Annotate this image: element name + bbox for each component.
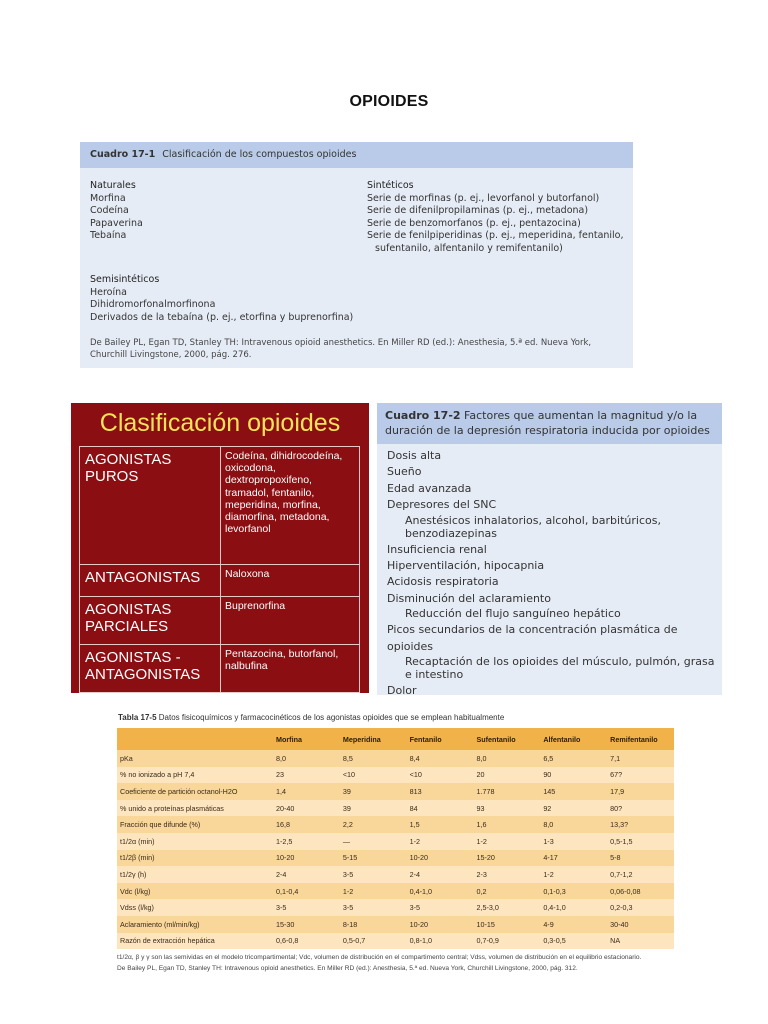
- cuadro-17-1-title: Clasificación de los compuestos opioides: [162, 149, 357, 160]
- list-item: Serie de difenilpropilaminas (p. ej., metadona): [367, 205, 589, 217]
- group-name: AGONISTAS - ANTAGONISTAS: [80, 645, 221, 693]
- cuadro-17-2: [377, 403, 722, 695]
- value-cell: 0,06-0,08: [607, 883, 674, 900]
- table-row: [117, 916, 674, 933]
- list-item: Serie de morfinas (p. ej., levorfanol y butorfanol): [367, 192, 600, 204]
- value-cell: 0,2-0,3: [607, 899, 674, 916]
- table-row: [117, 850, 674, 867]
- value-cell: 1,5: [407, 816, 474, 833]
- value-cell: 2,2: [340, 816, 407, 833]
- list-item: Morfina: [90, 192, 126, 204]
- page-title: OPIOIDES: [349, 93, 429, 110]
- tabla-17-5: [117, 728, 674, 949]
- value-cell: 8,0: [540, 816, 607, 833]
- tabla-17-5-caption: [118, 713, 678, 722]
- value-cell: 15-30: [273, 916, 340, 933]
- cuadro-17-1-reference: De Bailey PL, Egan TD, Stanley TH: Intravenous opioid anesthetics. En Miller RD (ed.): Anesthesia, 5.ª ed. Nueva York, Churchill Livingstone, 2000, pág. 276.: [90, 338, 592, 360]
- parameter-cell: Aclaramiento (ml/min/kg): [117, 916, 273, 933]
- value-cell: 813: [407, 783, 474, 800]
- value-cell: 3-5: [273, 899, 340, 916]
- list-item: Disminución del aclaramiento: [387, 591, 551, 605]
- value-cell: 0,7-1,2: [607, 866, 674, 883]
- group-name: AGONISTAS PUROS: [80, 447, 221, 565]
- parameter-cell: t1/2α (min): [117, 833, 273, 850]
- parameter-cell: t1/2γ (h): [117, 866, 273, 883]
- value-cell: 4-17: [540, 850, 607, 867]
- value-cell: 5-15: [340, 850, 407, 867]
- list-item: sufentanilo, alfentanilo y remifentanilo): [375, 242, 563, 254]
- list-item: Derivados de la tebaína (p. ej., etorfina y buprenorfina): [90, 311, 354, 323]
- value-cell: 145: [540, 783, 607, 800]
- list-item: Dolor: [387, 684, 417, 695]
- value-cell: 8,0: [273, 750, 340, 767]
- value-cell: 0,8-1,0: [407, 933, 474, 950]
- group-name: AGONISTAS PARCIALES: [80, 597, 221, 645]
- value-cell: 2,5-3,0: [473, 899, 540, 916]
- list-item: Serie de benzomorfanos (p. ej., pentazocina): [367, 217, 581, 229]
- value-cell: 0,1-0,3: [540, 883, 607, 900]
- parameter-cell: Vdss (l/kg): [117, 899, 273, 916]
- table-header-row: [117, 728, 674, 750]
- value-cell: 8,5: [340, 750, 407, 767]
- value-cell: 0,7-0,9: [473, 933, 540, 950]
- list-item: Codeína: [90, 205, 129, 217]
- list-item: Hiperventilación, hipocapnia: [387, 559, 545, 573]
- value-cell: 17,9: [607, 783, 674, 800]
- list-item: Acidosis respiratoria: [387, 575, 499, 589]
- naturales-group: [90, 180, 143, 243]
- column-header: Remifentanilo: [607, 728, 674, 750]
- list-item: Insuficiencia renal: [387, 542, 487, 556]
- value-cell: 90: [540, 767, 607, 784]
- value-cell: 1,6: [473, 816, 540, 833]
- clasificacion-title: Clasificación opioides: [99, 409, 341, 437]
- value-cell: 3-5: [340, 899, 407, 916]
- cuadro-17-2-label: Cuadro 17-2: [385, 409, 461, 422]
- value-cell: 1-2: [473, 833, 540, 850]
- list-item: Reducción del flujo sanguíneo hepático: [405, 607, 621, 621]
- value-cell: 6,5: [540, 750, 607, 767]
- column-header: Sufentanilo: [473, 728, 540, 750]
- value-cell: 84: [407, 800, 474, 817]
- value-cell: 1-2,5: [273, 833, 340, 850]
- table-row: [117, 816, 674, 833]
- value-cell: —: [340, 833, 407, 850]
- parameter-cell: pKa: [117, 750, 273, 767]
- value-cell: 10-15: [473, 916, 540, 933]
- cuadro-17-1-label: Cuadro 17-1: [90, 149, 156, 160]
- list-item: Heroína: [90, 286, 127, 298]
- value-cell: 1,4: [273, 783, 340, 800]
- group-drugs: Buprenorfina: [221, 597, 360, 645]
- value-cell: 10-20: [407, 916, 474, 933]
- factors-list: [377, 444, 722, 695]
- value-cell: 8,0: [473, 750, 540, 767]
- list-item: Depresores del SNC: [387, 498, 497, 512]
- list-item: Sueño: [387, 465, 422, 479]
- list-item: Tebaína: [90, 230, 127, 242]
- column-header: Fentanilo: [407, 728, 474, 750]
- value-cell: 8,4: [407, 750, 474, 767]
- value-cell: 10-20: [273, 850, 340, 867]
- value-cell: 92: [540, 800, 607, 817]
- value-cell: 0,1-0,4: [273, 883, 340, 900]
- value-cell: 2-4: [273, 866, 340, 883]
- list-item: Dihidromorfonalmorfinona: [90, 299, 216, 311]
- column-header: Alfentanilo: [540, 728, 607, 750]
- parameter-cell: Vdc (l/kg): [117, 883, 273, 900]
- value-cell: 0,6-0,8: [273, 933, 340, 950]
- table-row: [117, 899, 674, 916]
- value-cell: 80?: [607, 800, 674, 817]
- tabla-17-5-footnote: t1/2α, β y γ son las semividas en el modelo tricompartimental; Vdc, volumen de distribución en el compartimento central; Vdss, volumen de distribución en el equilibrio estacionario.: [117, 954, 642, 961]
- list-item: Edad avanzada: [387, 481, 472, 495]
- clasificacion-panel: [71, 403, 369, 693]
- value-cell: 0,5-0,7: [340, 933, 407, 950]
- group-name: ANTAGONISTAS: [80, 565, 221, 597]
- table-row: [117, 750, 674, 767]
- value-cell: 8-18: [340, 916, 407, 933]
- value-cell: 4-9: [540, 916, 607, 933]
- value-cell: 0,2: [473, 883, 540, 900]
- value-cell: 93: [473, 800, 540, 817]
- sinteticos-group: [367, 180, 624, 256]
- value-cell: 0,4-1,0: [540, 899, 607, 916]
- group-drugs: Pentazocina, butorfanol, nalbufina: [221, 645, 360, 693]
- parameter-cell: t1/2β (min): [117, 850, 273, 867]
- value-cell: 5-8: [607, 850, 674, 867]
- value-cell: 0,3-0,5: [540, 933, 607, 950]
- cuadro-17-2-header: [377, 403, 722, 444]
- sinteticos-heading: Sintéticos: [367, 180, 414, 191]
- semisinteticos-group: [90, 274, 353, 324]
- value-cell: 10-20: [407, 850, 474, 867]
- value-cell: 30-40: [607, 916, 674, 933]
- column-header: Morfina: [273, 728, 340, 750]
- value-cell: <10: [407, 767, 474, 784]
- value-cell: 2-4: [407, 866, 474, 883]
- value-cell: <10: [340, 767, 407, 784]
- table-row: [117, 800, 674, 817]
- tabla-17-5-title: Datos fisicoquímicos y farmacocinéticos de los agonistas opioides que se emplean habitualmente: [158, 713, 505, 722]
- value-cell: NA: [607, 933, 674, 950]
- list-item: Picos secundarios de la concentración plasmática de opioides: [387, 623, 678, 653]
- table-row: [80, 597, 360, 645]
- value-cell: 3-5: [407, 899, 474, 916]
- table-row: [117, 783, 674, 800]
- cuadro-17-2-title: Factores que aumentan la magnitud y/o la duración de la depresión respiratoria inducida por opioides: [385, 409, 710, 437]
- tabla-17-5-reference: De Bailey PL, Egan TD, Stanley TH: Intravenous opioid anesthetics. En Miller RD (ed.): Anesthesia, 5.ª ed. Nueva York, Churchill Livingstone, 2000, pág. 312.: [117, 964, 578, 972]
- list-item: Papaverina: [90, 217, 143, 229]
- value-cell: 39: [340, 783, 407, 800]
- value-cell: 23: [273, 767, 340, 784]
- value-cell: 13,3?: [607, 816, 674, 833]
- table-row: [117, 767, 674, 784]
- table-row: [117, 883, 674, 900]
- parameter-cell: % no ionizado a pH 7,4: [117, 767, 273, 784]
- column-header: Meperidina: [340, 728, 407, 750]
- column-header: [117, 728, 273, 750]
- value-cell: 16,8: [273, 816, 340, 833]
- semisinteticos-heading: Semisintéticos: [90, 274, 160, 285]
- value-cell: 0,5-1,5: [607, 833, 674, 850]
- value-cell: 1.778: [473, 783, 540, 800]
- value-cell: 15-20: [473, 850, 540, 867]
- value-cell: 1-2: [340, 883, 407, 900]
- table-row: [117, 933, 674, 950]
- value-cell: 0,4-1,0: [407, 883, 474, 900]
- value-cell: 1-2: [540, 866, 607, 883]
- cuadro-17-1: [80, 142, 633, 368]
- value-cell: 1-3: [540, 833, 607, 850]
- list-item: Serie de fenilpiperidinas (p. ej., meperidina, fentanilo,: [367, 230, 624, 242]
- naturales-heading: Naturales: [90, 180, 136, 191]
- list-item: Anestésicos inhalatorios, alcohol, barbitúricos, benzodiazepinas: [405, 513, 661, 540]
- table-row: [117, 833, 674, 850]
- list-item: Dosis alta: [387, 449, 442, 462]
- value-cell: 3-5: [340, 866, 407, 883]
- parameter-cell: Fracción que difunde (%): [117, 816, 273, 833]
- parameter-cell: Coeficiente de partición octanol-H2O: [117, 783, 273, 800]
- value-cell: 20-40: [273, 800, 340, 817]
- value-cell: 67?: [607, 767, 674, 784]
- value-cell: 20: [473, 767, 540, 784]
- group-drugs: Codeína, dihidrocodeína, oxicodona, dextropropoxifeno, tramadol, fentanilo, meperidina, morfina, diamorfina, metadona, levorfanol: [221, 447, 360, 565]
- group-drugs: Naloxona: [221, 565, 360, 597]
- tabla-17-5-footer: [117, 953, 677, 974]
- value-cell: 7,1: [607, 750, 674, 767]
- value-cell: 2-3: [473, 866, 540, 883]
- table-row: [80, 565, 360, 597]
- list-item: Recaptación de los opioides del músculo, pulmón, grasa e intestino: [405, 655, 715, 682]
- table-row: [117, 866, 674, 883]
- table-row: [80, 447, 360, 565]
- parameter-cell: Razón de extracción hepática: [117, 933, 273, 950]
- clasificacion-table: [79, 446, 360, 693]
- value-cell: 1-2: [407, 833, 474, 850]
- parameter-cell: % unido a proteínas plasmáticas: [117, 800, 273, 817]
- tabla-17-5-label: Tabla 17-5: [118, 713, 157, 722]
- cuadro-17-1-header: [80, 142, 633, 168]
- value-cell: 39: [340, 800, 407, 817]
- table-row: [80, 645, 360, 693]
